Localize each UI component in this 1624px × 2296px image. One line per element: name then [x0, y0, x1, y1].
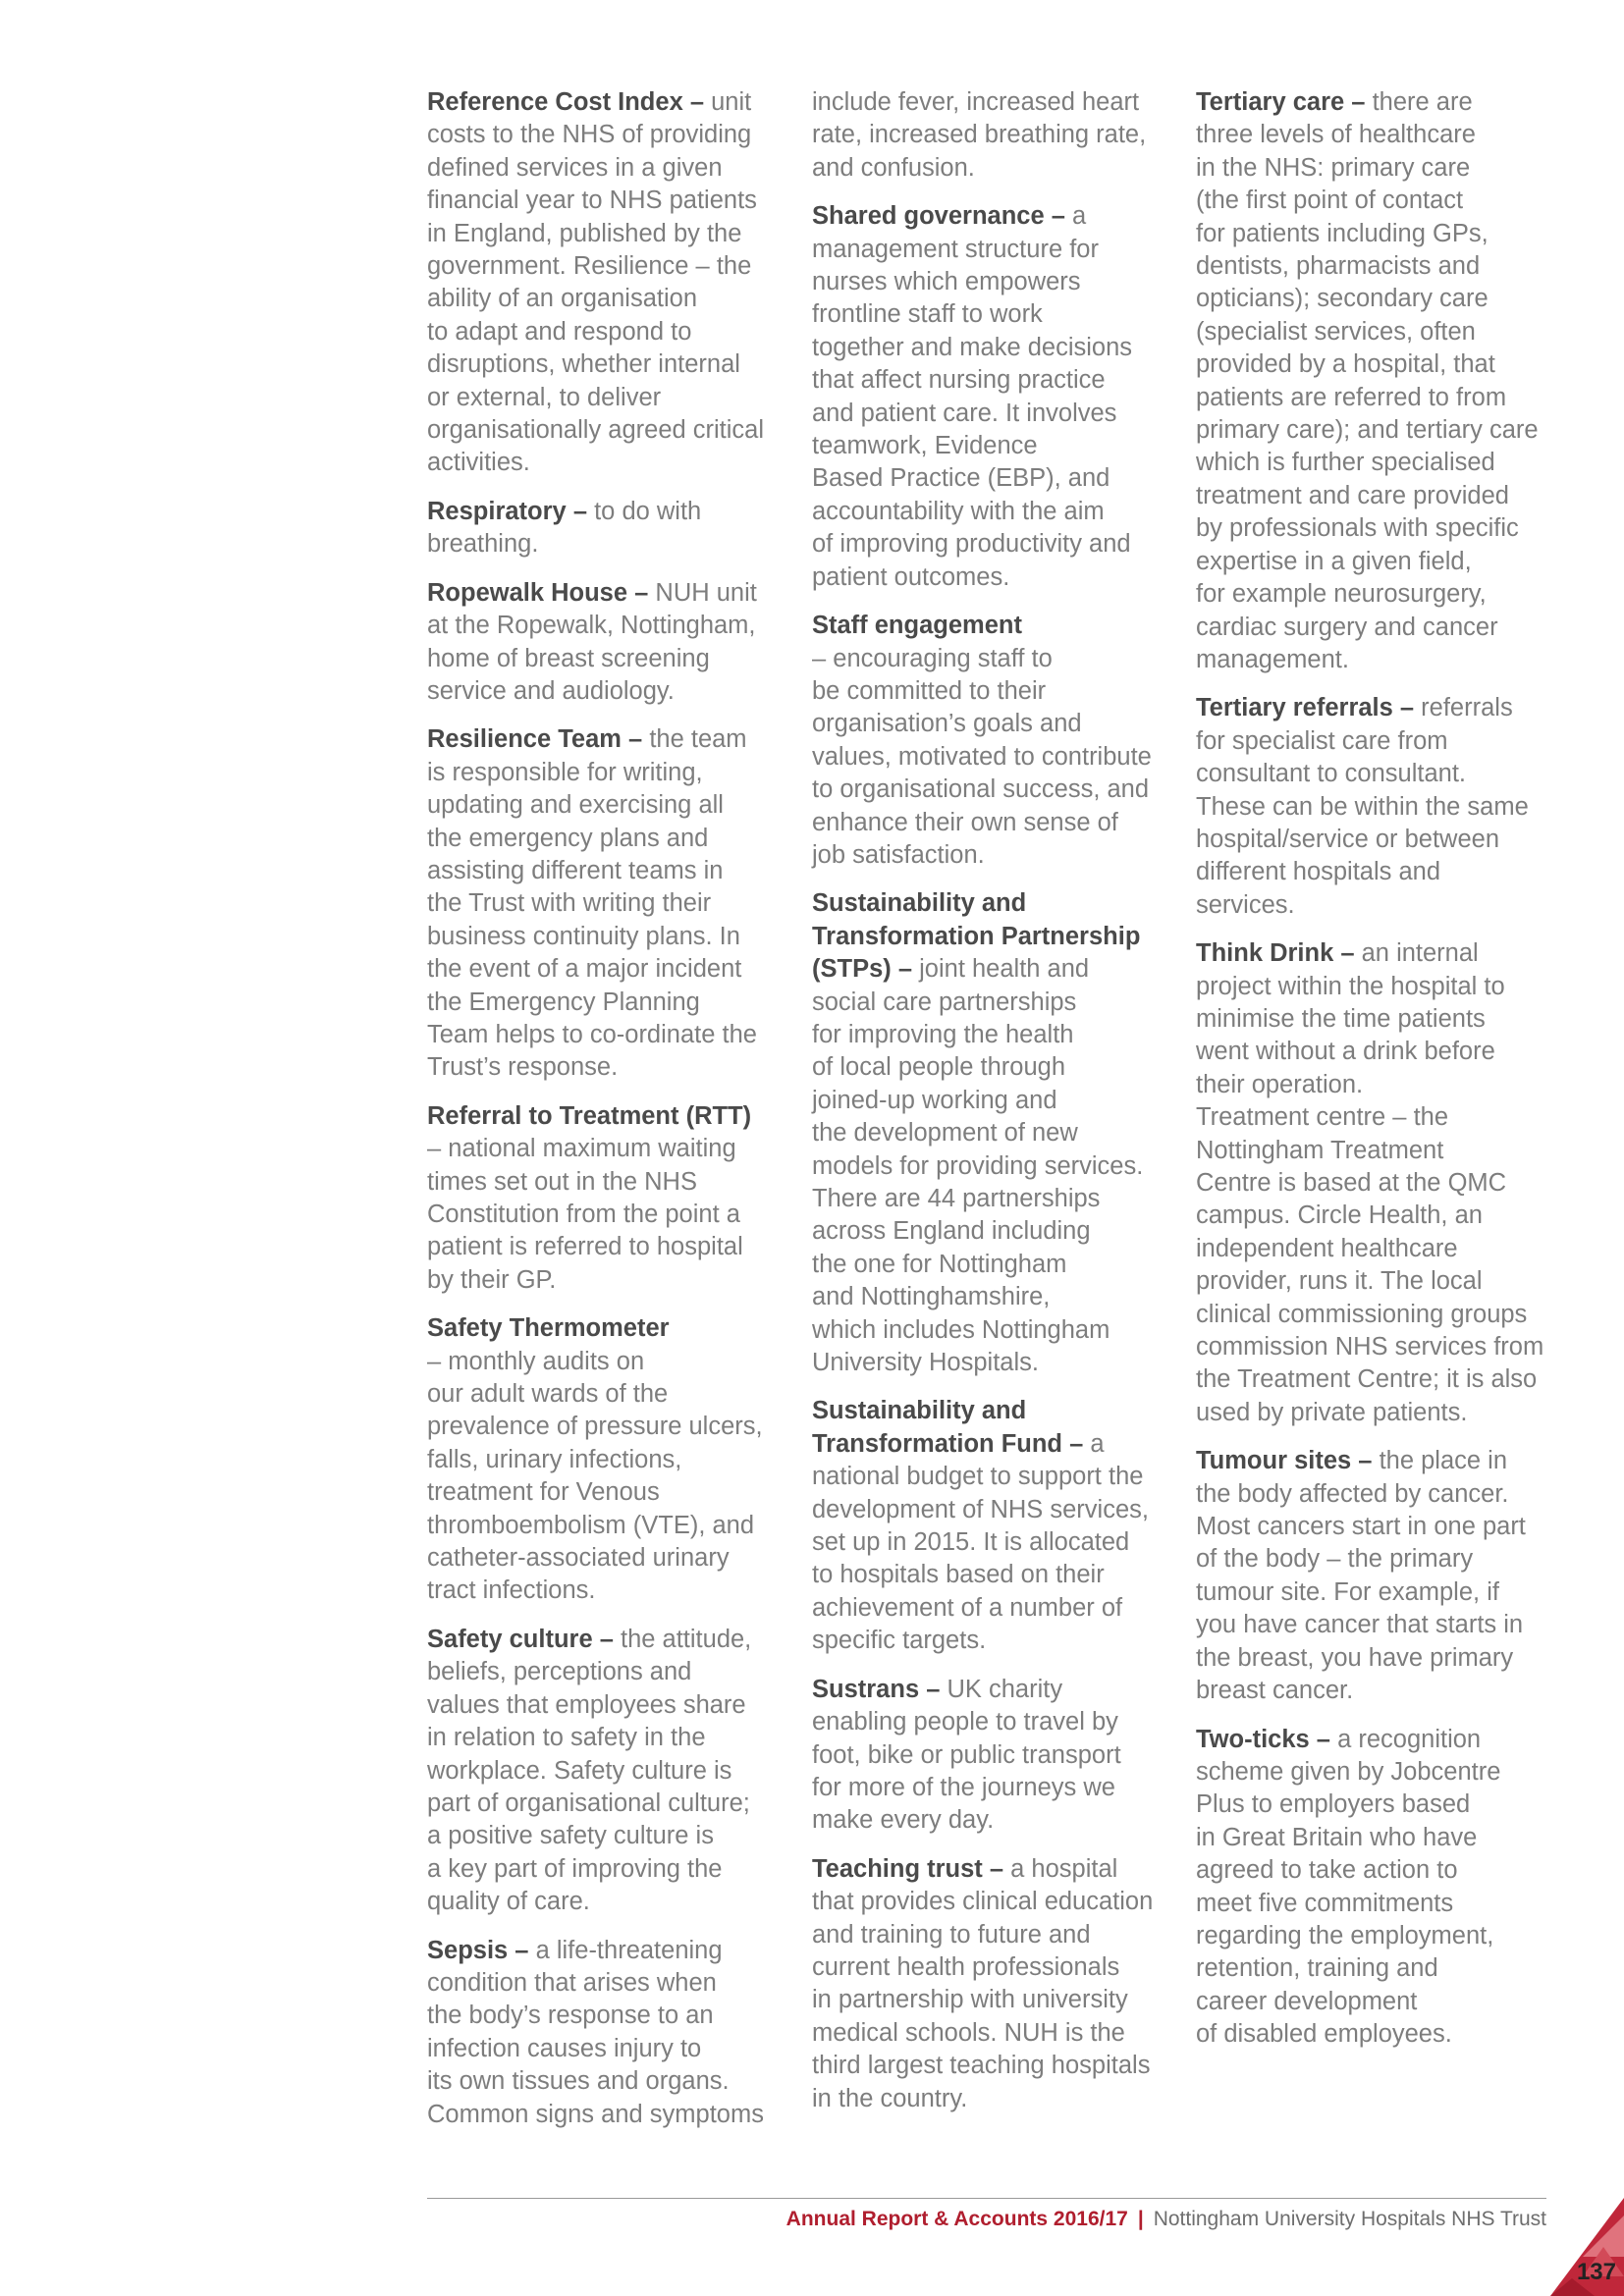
glossary-entry: [1196, 86, 1551, 676]
glossary-definition: a recognition scheme given by Jobcentre Plus to employers based in Great Britain who have agreed to take action to meet five commitments regarding the employment, retention, training and career development of disabled employees.: [1196, 1725, 1501, 2049]
glossary-entry: [812, 1674, 1165, 1838]
glossary-definition: unit costs to the NHS of providing defined services in a given financial year to NHS patients in England, published by the government. Resilience – the ability of an organisation to adapt and respond to disruptions, whether internal or external, to deliver organisationally agreed critical activities.: [427, 88, 765, 477]
term-dash: –: [682, 88, 712, 116]
glossary-term: Ropewalk House: [427, 578, 628, 607]
glossary-term: Resilience Team: [427, 725, 622, 754]
glossary-entry: [812, 1853, 1165, 2115]
term-dash: –: [1044, 202, 1073, 231]
term-dash: –: [508, 1936, 536, 1964]
term-dash: –: [1392, 694, 1422, 722]
glossary-term: Safety culture: [427, 1625, 593, 1653]
glossary-term: Reference Cost Index: [427, 88, 683, 116]
glossary-definition: a hospital that provides clinical education and training to future and current health professionals in partnership with university medical schools. NUH is the third largest teaching hospitals in the country.: [812, 1854, 1154, 2112]
report-title: Annual Report & Accounts 2016/17: [785, 2208, 1128, 2230]
glossary-term: Sustrans: [812, 1675, 920, 1703]
glossary-definition: the place in the body affected by cancer. Most cancers start in one part of the body – the primary tumour site. For example, if you have cancer that starts in the breast, you have primary breast cancer.: [1196, 1447, 1526, 1705]
glossary-term: Staff engagement: [812, 612, 1022, 640]
glossary-entry: [1196, 692, 1551, 922]
glossary-term: Sustainability and Transformation Fund: [812, 1397, 1062, 1458]
glossary-entry: [427, 723, 781, 1084]
footer-separator: |: [1137, 2208, 1144, 2230]
glossary-definition: the attitude, beliefs, perceptions and values that employees share in relation to safety in the workplace. Safety culture is part of organisational culture; a positive safety culture is a key part of improving the quality of care.: [427, 1625, 752, 1916]
glossary-term: Shared governance: [812, 202, 1045, 231]
glossary-term: Tertiary referrals: [1196, 694, 1393, 722]
glossary-column-1: [427, 86, 781, 2147]
glossary-term: Safety Thermometer: [427, 1314, 670, 1343]
term-dash: –: [1344, 88, 1373, 116]
glossary-entry: [812, 86, 1165, 185]
glossary-definition: joint health and social care partnerships for improving the health of local people through joined-up working and the development of new models for providing services. There are 44 partnerships across England including the one for Nottingham and Nottinghamshire, which includes Nottingham University Hospitals.: [812, 955, 1144, 1377]
term-dash: –: [627, 578, 656, 607]
glossary-entry: [427, 1624, 781, 1919]
glossary-entry: [427, 496, 781, 561]
glossary-definition: NUH unit at the Ropewalk, Nottingham, home of breast screening service and audiology.: [427, 578, 757, 705]
glossary-definition: – national maximum waiting times set out in the NHS Constitution from the point a patient is referred to hospital by their GP.: [427, 1135, 743, 1294]
glossary-definition: include fever, increased heart rate, increased breathing rate, and confusion.: [812, 88, 1147, 182]
term-dash: –: [1333, 939, 1362, 968]
glossary-entry: [812, 610, 1165, 872]
glossary-entry: [1196, 1445, 1551, 1707]
term-dash: –: [891, 955, 920, 984]
term-dash: –: [1309, 1725, 1338, 1753]
page-number: 137: [1576, 2259, 1616, 2285]
glossary-entry: [427, 1935, 781, 2131]
glossary-definition: – encouraging staff to be committed to their organisation’s goals and values, motivated to contribute to organisational success, and enhance their own sense of job satisfaction.: [812, 644, 1152, 869]
term-dash: –: [592, 1625, 621, 1653]
organisation-name: Nottingham University Hospitals NHS Trust: [1153, 2208, 1546, 2230]
glossary-term: Tumour sites: [1196, 1447, 1352, 1475]
glossary-entry: [812, 887, 1165, 1379]
glossary-definition: a life-threatening condition that arises when the body’s response to an infection causes injury to its own tissues and organs. Common signs and symptoms: [427, 1936, 764, 2128]
glossary-entry: [812, 200, 1165, 594]
term-dash: –: [1351, 1447, 1380, 1475]
glossary-definition: a national budget to support the development of NHS services, set up in 2015. It is allocated to hospitals based on their achievement of a number of specific targets.: [812, 1429, 1149, 1655]
glossary-definition: an internal project within the hospital to minimise the time patients went without a drink before their operation. Treatment centre – the Nottingham Treatment Centre is based at the QMC campus. Circle Health, an independent healthcare provider, runs it. The local clinical commissioning groups commission NHS services from the Treatment Centre; it is also used by private patients.: [1196, 939, 1544, 1426]
glossary-term: Teaching trust: [812, 1854, 983, 1883]
glossary-entry: [427, 577, 781, 709]
glossary-term: Respiratory: [427, 497, 567, 525]
glossary-definition: a management structure for nurses which empowers frontline staff to work together and make decisions that affect nursing practice and patient care. It involves teamwork, Evidence Based Practice (EBP), and accountability with the aim of improving productivity and patient outcomes.: [812, 202, 1133, 591]
glossary-term: Sustainability and Transformation Partnership (STPs): [812, 889, 1141, 984]
term-dash: –: [919, 1675, 947, 1703]
glossary-entry: [427, 1312, 781, 1608]
glossary-entry: [1196, 1724, 1551, 2052]
glossary-entry: [1196, 937, 1551, 1429]
footer-divider: [427, 2198, 1546, 2199]
glossary-definition: there are three levels of healthcare in the NHS: primary care (the first point of contact for patients including GPs, dentists, pharmacists and opticians); secondary care (specialist services, often provided by a hospital, that patients are referred to from primary care); and tertiary care which is further specialised treatment and care provided by professionals with specific expertise in a given field, for example neurosurgery, cardiac surgery and cancer management.: [1196, 88, 1539, 673]
glossary-column-3: [1196, 86, 1551, 2067]
glossary-term: Tertiary care: [1196, 88, 1345, 116]
glossary-entry: [427, 86, 781, 480]
page-footer: [786, 2207, 1546, 2232]
glossary-definition: UK charity enabling people to travel by foot, bike or public transport for more of the journeys we make every day.: [812, 1675, 1121, 1835]
glossary-definition: – monthly audits on our adult wards of the prevalence of pressure ulcers, falls, urinary infections, treatment for Venous thromboembolism (VTE), and catheter-associated urinary tract infections.: [427, 1347, 763, 1605]
glossary-column-2: [812, 86, 1165, 2131]
term-dash: –: [621, 725, 650, 754]
glossary-term: Referral to Treatment (RTT): [427, 1101, 752, 1130]
glossary-entry: [427, 1100, 781, 1297]
glossary-definition: the team is responsible for writing, updating and exercising all the emergency plans and assisting different teams in the Trust with writing their business continuity plans. In the event of a major incident the Emergency Planning Team helps to co-ordinate the Trust’s response.: [427, 725, 757, 1082]
term-dash: –: [1062, 1429, 1091, 1458]
glossary-term: Two-ticks: [1196, 1725, 1310, 1753]
glossary-definition: to do with breathing.: [427, 497, 702, 559]
glossary-definition: referrals for specialist care from consultant to consultant. These can be within the same hospital/service or between different hospitals and services.: [1196, 694, 1529, 919]
glossary-entry: [812, 1395, 1165, 1657]
glossary-term: Think Drink: [1196, 939, 1334, 968]
term-dash: –: [566, 497, 595, 525]
glossary-term: Sepsis: [427, 1936, 509, 1964]
term-dash: –: [982, 1854, 1011, 1883]
